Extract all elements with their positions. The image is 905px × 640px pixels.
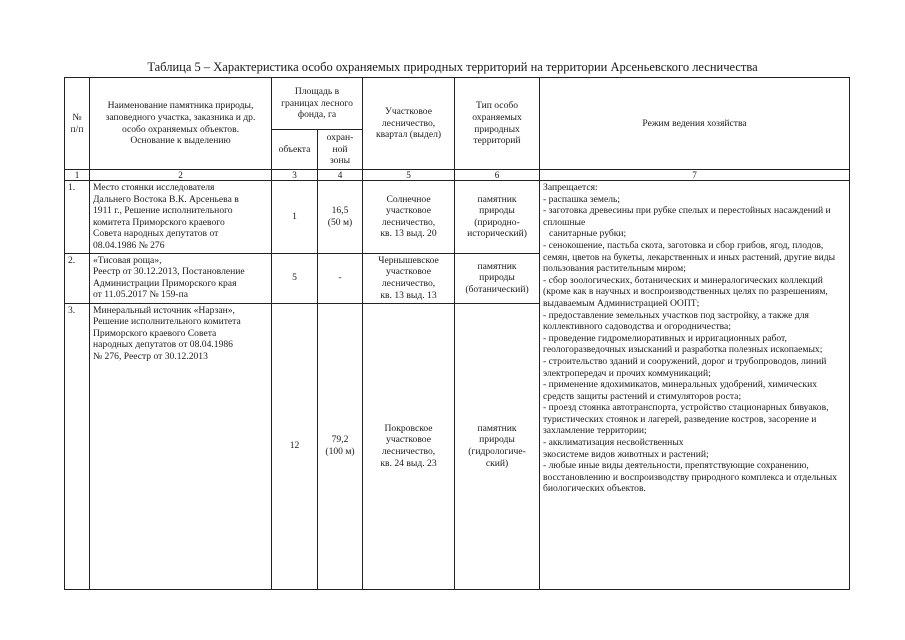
regime-line: - заготовка древесины при рубке спелых и перестойных насаждений и сплошные	[543, 205, 831, 228]
header-regime: Режим ведения хозяйства	[540, 78, 850, 170]
row-num: 1.	[65, 181, 90, 254]
row-forestry: Чернышевское участковое лесничество, кв. 13 выд. 13	[363, 253, 455, 303]
row-num: 2.	[65, 253, 90, 303]
row-forestry: Покровское участковое лесничество, кв. 24 выд. 23	[363, 303, 455, 589]
row-forestry: Солнечное участковое лесничество, кв. 13 выд. 20	[363, 181, 455, 254]
table-row	[65, 181, 850, 254]
regime-line: - любые иные виды деятельности, препятствующие сохранению, восстановлению и воспроизводству природного комплекса и отдельных биологических объектов.	[543, 460, 837, 495]
header-area-object: объекта	[272, 130, 318, 170]
column-number: 3	[272, 170, 318, 181]
row-name: «Тисовая роща», Реестр от 30.12.2013, Постановление Администрации Приморского края от 11.05.2017 № 159-па	[90, 253, 272, 303]
header-area-zone: охран- ной зоны	[318, 130, 363, 170]
row-type: памятник природы (ботанический)	[455, 253, 540, 303]
row-area-object: 1	[272, 181, 318, 254]
column-number: 4	[318, 170, 363, 181]
row-num: 3.	[65, 303, 90, 589]
regime-line: - проезд стоянка автотранспорта, устройство стационарных бивуаков, туристических стоянок и лагерей, разведение костров, засорение и захламление территории;	[543, 402, 829, 437]
header-type: Тип особо охраняемых природных территорий	[455, 78, 540, 170]
regime-line: - предоставление земельных участков под застройку, а также для коллективного садоводства и огородничества;	[543, 309, 809, 333]
header-name: Наименование памятника природы, заповедного участка, заказника и др. особо охраняемых объектов. Основание к выделению	[90, 78, 272, 170]
row-area-object: 5	[272, 253, 318, 303]
table-caption: Таблица 5 – Характеристика особо охраняемых природных территорий на территории Арсеньевского лесничества	[147, 60, 758, 74]
row-type: памятник природы (природно- исторический)	[455, 181, 540, 254]
row-name: Место стоянки исследователя Дальнего Востока В.К. Арсеньева в 1911 г., Решение исполнительного комитета Приморского краевого Совета народных депутатов от 08.04.1986 № 276	[90, 181, 272, 254]
regime-line: - акклиматизация несвойственных	[543, 437, 684, 449]
row-area-object: 12	[272, 303, 318, 589]
column-number: 5	[363, 170, 455, 181]
regime-line: - сенокошение, пастьба скота, заготовка и сбор грибов, ягод, плодов, семян, цветов на букеты, лекарственных и иных растений, другие виды пользования растительным миром;	[543, 239, 836, 275]
regime-line: - проведение гидромелиоративных и ирригационных работ, геологоразведочных изысканий и разработка полезных ископаемых;	[543, 332, 823, 356]
regime-line: - сбор зоологических, ботанических и минералогических коллекций (кроме как в научных и воспроизводственных целях по разрешениям, выдаваемым Администрацией ООПТ;	[543, 274, 828, 309]
row-area-zone: -	[318, 253, 363, 303]
regime-cell	[540, 181, 850, 590]
regime-line: - применение ядохимикатов, минеральных удобрений, химических средств защиты растений и стимуляторов роста;	[543, 379, 818, 402]
regime-line: - строительство зданий и сооружений, дорог и трубопроводов, линий электропередач и прочих коммуникаций;	[543, 355, 827, 379]
column-number-row	[65, 170, 850, 181]
protected-areas-table	[64, 77, 850, 590]
row-area-zone: 79,2 (100 м)	[318, 303, 363, 589]
column-number: 2	[90, 170, 272, 181]
row-area-zone: 16,5 (50 м)	[318, 181, 363, 254]
header-num: № п/п	[65, 78, 90, 170]
header-forestry: Участковое лесничество, квартал (выдел)	[363, 78, 455, 170]
regime-line: - распашка земель;	[543, 193, 621, 205]
column-number: 7	[540, 170, 850, 181]
header-area: Площадь в границах лесного фонда, га	[272, 78, 363, 130]
regime-line: экосистеме видов животных и растений;	[543, 448, 709, 460]
column-number: 1	[65, 170, 90, 181]
regime-line: санитарные рубки;	[549, 228, 627, 240]
regime-line: Запрещается:	[543, 182, 598, 193]
row-type: памятник природы (гидрологиче- ский)	[455, 303, 540, 589]
column-number: 6	[455, 170, 540, 181]
row-name: Минеральный источник «Нарзан», Решение исполнительного комитета Приморского краевого Совета народных депутатов от 08.04.1986 № 276, Реестр от 30.12.2013	[90, 303, 272, 589]
